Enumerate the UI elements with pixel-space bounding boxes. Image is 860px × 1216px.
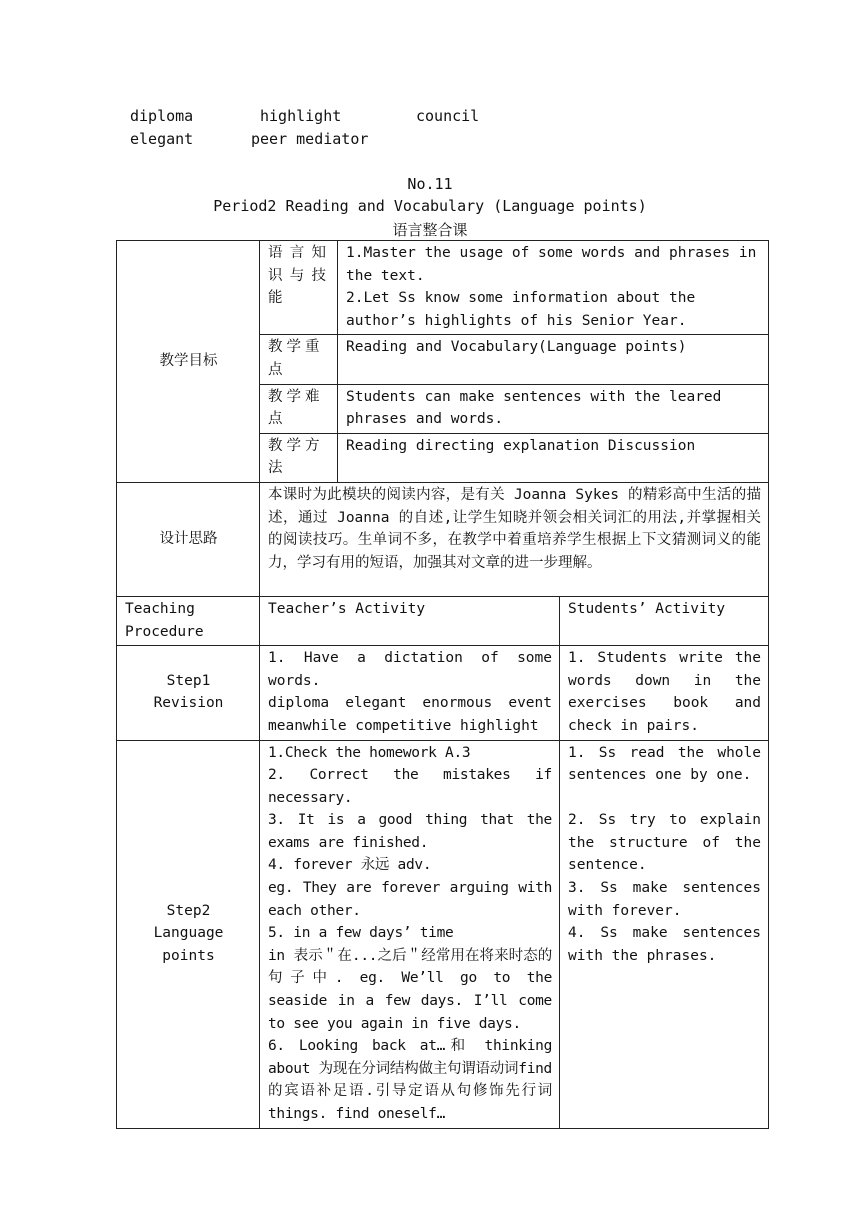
step1-teacher-line-2: diploma elegant enormous event meanwhile competitive highlight — [268, 695, 552, 734]
step1-teacher — [260, 646, 560, 740]
lesson-title: Period2 Reading and Vocabulary (Language points) — [213, 197, 647, 215]
step1-students: 1. Students write the words down in the exercises book and check in pairs. — [560, 646, 769, 740]
objective-label-key-points: 教学重点 — [260, 335, 338, 384]
vocab-word-council: council — [416, 107, 480, 125]
objective-content-skills — [338, 241, 769, 335]
lesson-plan-table — [116, 240, 769, 1129]
objective-skills-line-1: 1.Master the usage of some words and phrases in the text. — [346, 245, 757, 284]
step2-teacher — [260, 740, 560, 1128]
step2-label-name: Language points — [153, 925, 224, 964]
step2-teacher-line-2: 2. Correct the mistakes if necessary. — [268, 767, 552, 806]
vocab-word-diploma: diploma — [130, 107, 194, 125]
step2-students-spacer — [568, 787, 761, 810]
vocab-word-elegant: elegant — [130, 130, 194, 148]
procedure-header-row — [117, 596, 769, 645]
step2-students-line-2: 2. Ss try to explain the structure of the sentence. — [568, 812, 762, 874]
step2-label — [117, 740, 260, 1128]
design-label: 设计思路 — [117, 482, 260, 596]
objective-label-skills: 语言知识与技能 — [260, 241, 338, 335]
step1-row — [117, 646, 769, 740]
objective-label-difficulties: 教学难点 — [260, 384, 338, 433]
lesson-subtitle: 语言整合课 — [392, 221, 468, 239]
step1-label-step: Step1 — [166, 672, 211, 689]
objective-content-key-points: Reading and Vocabulary(Language points) — [338, 335, 769, 384]
objective-label-methods: 教学方法 — [260, 433, 338, 482]
vocab-word-highlight: highlight — [260, 107, 342, 125]
step2-teacher-line-3: 3. It is a good thing that the exams are finished. — [268, 812, 552, 851]
design-row — [117, 482, 769, 596]
objectives-label: 教学目标 — [117, 241, 260, 483]
design-text: 本课时为此模块的阅读内容，是有关 Joanna Sykes 的精彩高中生活的描述，通过 Joanna 的自述,让学生知晓并领会相关词汇的用法,并掌握相关的阅读技巧。生单词不多，在教学中着重培养学生根据上下文猜测词义的能力，学习有用的短语，加强其对文章的进一步理解。 — [260, 482, 769, 596]
step2-teacher-line-8: 6. Looking back at…和 thinking about 为现在分词结构做主句谓语动词find 的宾语补足语.引导定语从句修饰先行词things. find oneself… — [268, 1038, 552, 1122]
vocab-word-peer-mediator: peer mediator — [251, 130, 369, 148]
step2-teacher-line-6: 5. in a few days’ time — [268, 925, 454, 942]
objective-row-skills — [117, 241, 769, 335]
objective-skills-line-2: 2.Let Ss know some information about the author’s highlights of his Senior Year. — [346, 290, 696, 329]
step2-label-step: Step2 — [166, 902, 211, 919]
lesson-number: No.11 — [407, 175, 453, 193]
procedure-col-teaching: Teaching Procedure — [117, 596, 260, 645]
objective-content-methods: Reading directing explanation Discussion — [338, 433, 769, 482]
step2-teacher-line-1: 1.Check the homework A.3 — [268, 744, 471, 761]
step2-students-line-1: 1. Ss read the whole sentences one by one. — [568, 744, 762, 784]
objective-content-difficulties: Students can make sentences with the leared phrases and words. — [338, 384, 769, 433]
step2-row — [117, 740, 769, 1128]
step1-label-name: Revision — [153, 695, 224, 712]
step2-teacher-line-4: 4. forever 永远 adv. — [268, 857, 432, 874]
step2-teacher-line-5: eg. They are forever arguing with each other. — [268, 880, 552, 919]
procedure-col-students: Students’ Activity — [560, 596, 769, 645]
procedure-col-teacher: Teacher’s Activity — [260, 596, 560, 645]
step2-students — [560, 740, 769, 1128]
step2-students-line-4: 4. Ss make sentences with the phrases. — [568, 925, 762, 964]
step2-students-line-3: 3. Ss make sentences with forever. — [568, 880, 762, 919]
step2-teacher-line-7: in 表示＂在...之后＂经常用在将来时态的句子中. eg. We’ll go to the seaside in a few days. I’ll come to see you again in five days. — [268, 947, 552, 1032]
step1-teacher-line-1: 1. Have a dictation of some words. — [268, 650, 552, 689]
step1-label — [117, 646, 260, 740]
